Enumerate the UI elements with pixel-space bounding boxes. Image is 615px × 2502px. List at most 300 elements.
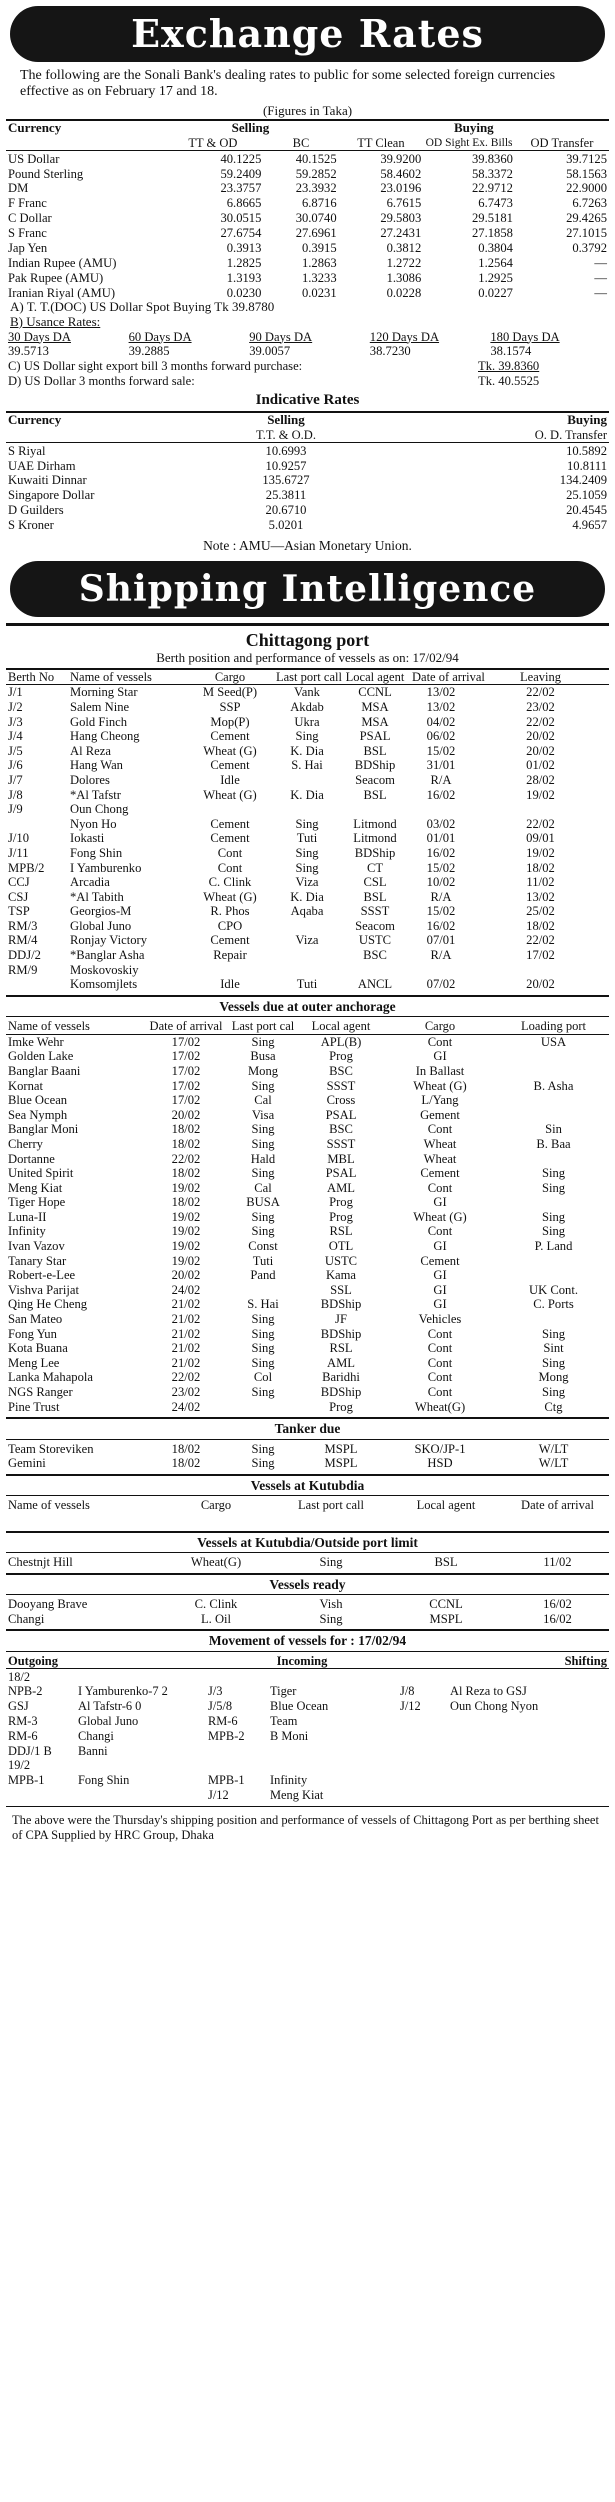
table-cell: 22/02 [526, 685, 555, 700]
table-cell: 04/02 [426, 714, 456, 729]
amu-note: Note : AMU—Asian Monetary Union. [203, 537, 412, 553]
table-cell: 6.7263 [572, 196, 607, 211]
table-row [6, 1597, 609, 1612]
kutubdia-title: Vessels at Kutubdia [6, 1474, 609, 1497]
table-cell [206, 1743, 268, 1758]
table-cell: 16/02 [426, 845, 456, 860]
table-cell: MSPL [324, 1456, 358, 1471]
table-cell: J/5 [8, 743, 23, 758]
table-row [6, 1743, 609, 1758]
table-row [6, 948, 609, 963]
table-cell [274, 802, 340, 817]
table-cell: Gement [420, 1107, 460, 1122]
table-cell: Dortanne [8, 1151, 55, 1166]
vessel-col: Name of vessels [70, 669, 152, 684]
table-cell: Baridhi [322, 1370, 360, 1385]
table-cell: Viza [295, 933, 319, 948]
table-cell: R/A [430, 772, 452, 787]
col-tt-clean: TT Clean [357, 136, 405, 151]
movement-table [6, 1654, 609, 1803]
exchange-rates-banner: Exchange Rates [10, 6, 605, 62]
table-row [6, 831, 609, 846]
last-port-col: Last port call [276, 669, 342, 684]
table-cell: 59.2409 [220, 166, 262, 181]
table-row [6, 211, 609, 226]
table-cell: 10.5892 [566, 443, 607, 458]
table-cell: 27.1015 [566, 226, 607, 241]
table-cell: — [594, 270, 607, 285]
outer-loading-col: Loading port [521, 1019, 586, 1034]
table-row [6, 758, 609, 773]
table-cell: Const [248, 1239, 278, 1254]
table-cell: 17/02 [171, 1063, 201, 1078]
table-cell: L. Oil [200, 1611, 232, 1626]
table-cell: J/3 [8, 714, 23, 729]
table-cell [76, 1788, 206, 1803]
table-cell: Wheat [423, 1136, 457, 1151]
table-cell: GI [433, 1297, 447, 1312]
table-cell: Ivan Vazov [8, 1239, 65, 1254]
table-cell [226, 1283, 300, 1298]
table-cell: 18/02 [171, 1441, 201, 1456]
table-cell [206, 1758, 268, 1773]
table-cell [498, 1108, 609, 1123]
note-c: C) US Dollar sight export bill 3 months forward purchase: [8, 359, 303, 374]
table-cell: 18/02 [526, 860, 555, 875]
table-cell: Pak Rupee (AMU) [8, 270, 104, 285]
table-cell [398, 1758, 448, 1773]
table-cell: Ctg [544, 1399, 563, 1414]
table-cell: C. Clink [194, 1597, 238, 1612]
table-cell [498, 1064, 609, 1079]
table-cell [448, 1729, 609, 1744]
table-cell: J/7 [8, 772, 23, 787]
table-row [6, 1758, 609, 1773]
table-cell: Wheat [423, 1151, 457, 1166]
table-row [6, 1078, 609, 1093]
table-cell: 15/02 [426, 904, 456, 919]
table-row [6, 1312, 609, 1327]
table-cell [186, 802, 274, 817]
table-cell: BSC [363, 948, 387, 963]
table-row [6, 963, 609, 978]
table-cell: Sing [319, 1555, 343, 1570]
table-cell: UAE Dirham [8, 458, 76, 473]
table-cell: 17/02 [171, 1093, 201, 1108]
table-cell: 20/02 [526, 977, 555, 992]
table-cell: 19/02 [171, 1180, 201, 1195]
table-cell: Sing [251, 1224, 275, 1239]
table-cell: Cement [210, 729, 250, 744]
usance-value: 39.0057 [249, 344, 291, 359]
note-d-value: Tk. 40.5525 [478, 374, 540, 389]
table-cell: 0.0228 [386, 285, 422, 300]
table-cell: K. Dia [290, 787, 324, 802]
table-cell: RM/9 [8, 962, 38, 977]
table-cell: GSJ [8, 1699, 29, 1714]
table-cell: Repair [213, 948, 247, 963]
table-cell: GI [433, 1195, 447, 1210]
table-cell: 22/02 [171, 1370, 201, 1385]
col-od-sight: OD Sight Ex. Bills [425, 136, 513, 149]
table-cell: 24/02 [171, 1399, 201, 1414]
outer-anchorage-title: Vessels due at outer anchorage [6, 995, 609, 1018]
table-cell: Qing He Cheng [8, 1297, 88, 1312]
table-cell: SKO/JP-1 [414, 1441, 466, 1456]
table-row [6, 1137, 609, 1152]
figures-note: (Figures in Taka) [262, 103, 353, 119]
table-row [6, 817, 609, 832]
table-cell: 19/2 [8, 1758, 31, 1773]
table-cell: Team [270, 1713, 298, 1728]
table-cell: Busa [250, 1049, 276, 1064]
table-row [6, 1181, 609, 1196]
table-cell: Sing [251, 1355, 275, 1370]
table-cell: Sing [251, 1456, 275, 1471]
vessels-ready-table [6, 1597, 609, 1626]
table-cell: SSST [360, 904, 390, 919]
table-cell: RM-6 [8, 1728, 38, 1743]
table-cell: Prog [329, 1399, 353, 1414]
table-cell: Salem Nine [70, 699, 130, 714]
table-cell: 1.2825 [226, 255, 262, 270]
buying-header: Buying [453, 120, 494, 136]
table-cell: Idle [220, 977, 240, 992]
table-cell [226, 1400, 300, 1415]
ind-currency-header: Currency [8, 412, 62, 428]
table-cell: 17/02 [526, 948, 555, 963]
table-cell: Kota Buana [8, 1341, 68, 1356]
ind-selling-header: Selling [267, 412, 305, 428]
table-cell: Sing [541, 1209, 566, 1224]
table-cell: 1.2564 [478, 255, 513, 270]
table-row [6, 1166, 609, 1181]
table-row [6, 488, 609, 503]
table-row [6, 285, 609, 300]
table-cell: Sing [295, 845, 319, 860]
table-row [6, 1283, 609, 1298]
table-cell: MSPL [324, 1441, 358, 1456]
table-cell: BDShip [354, 758, 396, 773]
table-cell: J/2 [8, 699, 23, 714]
table-row [6, 1327, 609, 1342]
table-row [6, 1400, 609, 1415]
table-cell: BSL [363, 743, 387, 758]
table-cell: Meng Kiat [8, 1180, 63, 1195]
table-row [6, 166, 609, 181]
usance-label: 120 Days DA [369, 329, 440, 344]
outside-limit-title: Vessels at Kutubdia/Outside port limit [6, 1531, 609, 1554]
table-row [6, 685, 609, 700]
table-cell [410, 802, 472, 817]
table-cell [398, 1669, 448, 1684]
usance-label: 60 Days DA [128, 329, 192, 344]
table-row [6, 518, 609, 533]
berth-table [6, 668, 609, 992]
table-cell: J/3 [208, 1684, 223, 1699]
table-row [6, 443, 609, 458]
table-cell [448, 1714, 609, 1729]
table-cell: 10/02 [426, 875, 456, 890]
table-cell: — [594, 255, 607, 270]
table-cell: BSC [329, 1122, 353, 1137]
table-row [6, 1034, 609, 1049]
table-cell: 20/02 [171, 1107, 201, 1122]
table-cell: Jap Yen [8, 240, 48, 255]
table-cell [498, 1254, 609, 1269]
table-cell: — [594, 285, 607, 300]
table-cell: Iranian Riyal (AMU) [8, 285, 116, 300]
arrival-col: Date of arrival [412, 669, 485, 684]
table-cell [274, 963, 340, 978]
table-row [6, 729, 609, 744]
table-cell: Wheat(G) [414, 1399, 466, 1414]
table-row [6, 744, 609, 759]
table-cell: Meng Kiat [270, 1787, 324, 1802]
table-cell: RSL [329, 1224, 353, 1239]
cargo-col: Cargo [214, 669, 246, 684]
shipping-banner: Shipping Intelligence [10, 561, 605, 617]
outer-cargo-col: Cargo [424, 1019, 456, 1034]
table-cell: R/A [430, 889, 452, 904]
table-cell: Changi [78, 1728, 114, 1743]
table-cell: NPB-2 [8, 1684, 43, 1699]
indicative-table [6, 411, 609, 533]
table-cell: 18/02 [171, 1136, 201, 1151]
table-cell: 1.2722 [386, 255, 422, 270]
table-cell [340, 802, 410, 817]
table-cell: Iokasti [70, 831, 105, 846]
usance-label: 180 Days DA [490, 329, 560, 344]
table-cell: 11/02 [526, 875, 555, 890]
kut-agent-col: Local agent [416, 1498, 476, 1513]
shifting-header: Shifting [564, 1653, 607, 1668]
table-row [6, 1356, 609, 1371]
ind-col-ttod: T.T. & O.D. [256, 428, 316, 443]
table-cell: Cont [427, 1385, 453, 1399]
table-cell: Robert-e-Lee [8, 1268, 76, 1283]
table-cell: Sing [541, 1355, 566, 1370]
table-cell: Ukra [294, 714, 320, 729]
table-cell: Cont [427, 1370, 453, 1385]
table-row [6, 181, 609, 196]
table-cell: CSL [363, 875, 387, 890]
table-cell: Imke Wehr [8, 1034, 64, 1049]
table-cell: P. Land [534, 1239, 573, 1254]
table-row [6, 919, 609, 934]
table-cell: Sing [541, 1180, 566, 1195]
table-cell: 22.9000 [566, 181, 607, 196]
exchange-rates-table [6, 119, 609, 300]
table-cell [472, 802, 609, 817]
newspaper-page [6, 0, 609, 1843]
table-cell: 19/02 [526, 787, 555, 802]
table-cell: TSP [8, 904, 30, 919]
table-cell: PSAL [359, 729, 391, 744]
table-cell: Blue Ocean [8, 1093, 68, 1108]
table-cell: CPO [217, 918, 243, 933]
table-cell: Sea Nymph [8, 1107, 68, 1122]
table-cell: Tuti [296, 831, 318, 846]
table-cell: Kuwaiti Dinnar [8, 473, 87, 488]
table-cell: 25.3811 [265, 488, 307, 503]
selling-header: Selling [231, 120, 270, 136]
table-cell: R/A [430, 948, 452, 963]
table-cell: Wheat (G) [413, 1078, 467, 1093]
table-cell: Cement [210, 758, 250, 773]
table-cell: 40.1225 [220, 151, 262, 166]
table-cell [76, 1669, 206, 1684]
note-a: A) T. T.(DOC) US Dollar Spot Buying Tk 39.8780 [10, 299, 275, 315]
table-cell [268, 1669, 398, 1684]
table-cell: Al Reza [70, 743, 111, 758]
table-cell: Aqaba [290, 904, 324, 919]
table-cell: Tiger Hope [8, 1195, 66, 1210]
table-cell: Pine Trust [8, 1399, 60, 1414]
table-cell: 18/02 [526, 918, 555, 933]
table-cell: 0.3913 [226, 240, 262, 255]
table-cell: 0.3792 [572, 240, 607, 255]
table-cell: 30.0740 [295, 211, 337, 226]
table-cell: Prog [329, 1195, 353, 1210]
table-cell: Prog [329, 1049, 353, 1064]
table-cell: 58.3372 [471, 166, 513, 181]
table-cell: Cont [427, 1122, 453, 1137]
outer-vessel-col: Name of vessels [8, 1019, 90, 1034]
table-cell: Nyon Ho [70, 816, 117, 831]
table-cell: CCNL [429, 1597, 463, 1612]
table-row [6, 1341, 609, 1356]
outer-lastport-col: Last port cal [231, 1019, 295, 1034]
table-cell: Cal [254, 1093, 272, 1108]
table-cell: 0.0227 [478, 285, 513, 300]
table-cell: *Al Tabith [70, 889, 124, 904]
table-cell: Sing [251, 1441, 275, 1456]
tanker-table [6, 1442, 609, 1471]
table-cell [398, 1788, 448, 1803]
table-cell: 21/02 [171, 1297, 201, 1312]
table-cell: Cont [427, 1034, 453, 1049]
table-cell: 1.3193 [226, 270, 262, 285]
table-cell: Pand [250, 1268, 276, 1283]
kutubdia-table [6, 1498, 609, 1527]
table-cell: 1.2863 [301, 255, 337, 270]
table-cell: Mop(P) [210, 714, 250, 729]
table-cell: 23.3932 [295, 181, 337, 196]
table-cell: PSAL [325, 1107, 357, 1122]
table-cell: Golden Lake [8, 1049, 74, 1064]
table-row [6, 890, 609, 905]
table-cell: BDShip [320, 1385, 362, 1399]
table-cell: Al Tafstr-6 0 [78, 1699, 142, 1714]
table-cell: Wheat (G) [203, 743, 257, 758]
table-cell: Vehicles [418, 1312, 462, 1327]
table-row [6, 1699, 609, 1714]
table-row [6, 1049, 609, 1064]
table-cell: C Dollar [8, 211, 52, 226]
table-cell: Sing [251, 1209, 275, 1224]
table-row [6, 1555, 609, 1570]
table-cell: M Seed(P) [202, 685, 258, 700]
table-row [6, 1122, 609, 1137]
table-row [6, 1729, 609, 1744]
table-cell [6, 817, 68, 832]
table-cell: Visa [251, 1107, 275, 1122]
table-cell: 10.6993 [265, 443, 307, 458]
table-cell: 17/02 [171, 1049, 201, 1064]
table-row [6, 1195, 609, 1210]
table-cell: RM-6 [208, 1713, 238, 1728]
table-row [6, 875, 609, 890]
table-cell: United Spirit [8, 1166, 74, 1181]
table-cell: 18/02 [171, 1122, 201, 1137]
table-cell: 4.9657 [572, 518, 607, 533]
table-cell: APL(B) [320, 1034, 362, 1049]
table-cell [448, 1669, 609, 1684]
table-row [6, 802, 609, 817]
table-cell: Indian Rupee (AMU) [8, 255, 117, 270]
table-cell: AML [327, 1355, 355, 1370]
table-cell: Banni [78, 1743, 108, 1758]
table-cell: Global Juno [78, 1713, 139, 1728]
table-row [6, 1268, 609, 1283]
table-cell: Sing [251, 1078, 275, 1093]
table-cell: 22/02 [171, 1151, 201, 1166]
table-row [6, 1612, 609, 1627]
table-cell [498, 1268, 609, 1283]
table-cell: S Kroner [8, 518, 54, 533]
table-cell: Tanary Star [8, 1253, 67, 1268]
table-cell: ANCL [357, 977, 393, 992]
table-cell: CCJ [8, 875, 30, 890]
table-cell: 22.9712 [471, 181, 513, 196]
usance-value: 38.7230 [369, 344, 411, 359]
table-cell: 39.7125 [566, 151, 607, 166]
table-cell: *Banglar Asha [70, 948, 145, 963]
table-cell [6, 977, 68, 992]
table-cell: J/11 [8, 845, 29, 860]
table-cell: Idle [220, 772, 240, 787]
table-cell: Vish [319, 1597, 343, 1612]
table-cell: Morning Star [70, 685, 138, 700]
table-cell: Moskovoskiy [70, 962, 139, 977]
table-cell: 06/02 [426, 729, 456, 744]
table-cell: Blue Ocean [270, 1699, 329, 1714]
table-cell: 21/02 [171, 1341, 201, 1356]
table-cell: 27.2431 [380, 226, 422, 241]
table-cell: Cement [420, 1166, 460, 1181]
table-cell [398, 1714, 448, 1729]
table-cell: Mong [538, 1370, 569, 1385]
table-cell: 134.2409 [559, 473, 607, 488]
table-cell: 0.3812 [386, 240, 422, 255]
table-row [6, 787, 609, 802]
table-cell: Cement [210, 831, 250, 846]
table-cell: J/6 [8, 758, 23, 773]
table-cell: J/12 [400, 1699, 421, 1714]
table-cell: Ronjay Victory [70, 933, 148, 948]
table-cell: 1.2925 [478, 270, 513, 285]
kut-cargo-col: Cargo [200, 1498, 232, 1513]
table-cell: S. Hai [247, 1297, 279, 1312]
table-cell [498, 1093, 609, 1108]
table-cell: RM/3 [8, 918, 38, 933]
table-cell: Sing [541, 1326, 566, 1341]
table-row [6, 846, 609, 861]
table-cell: HSD [427, 1456, 453, 1471]
table-cell: BUSA [246, 1195, 280, 1210]
note-b: B) Usance Rates: [10, 313, 101, 329]
